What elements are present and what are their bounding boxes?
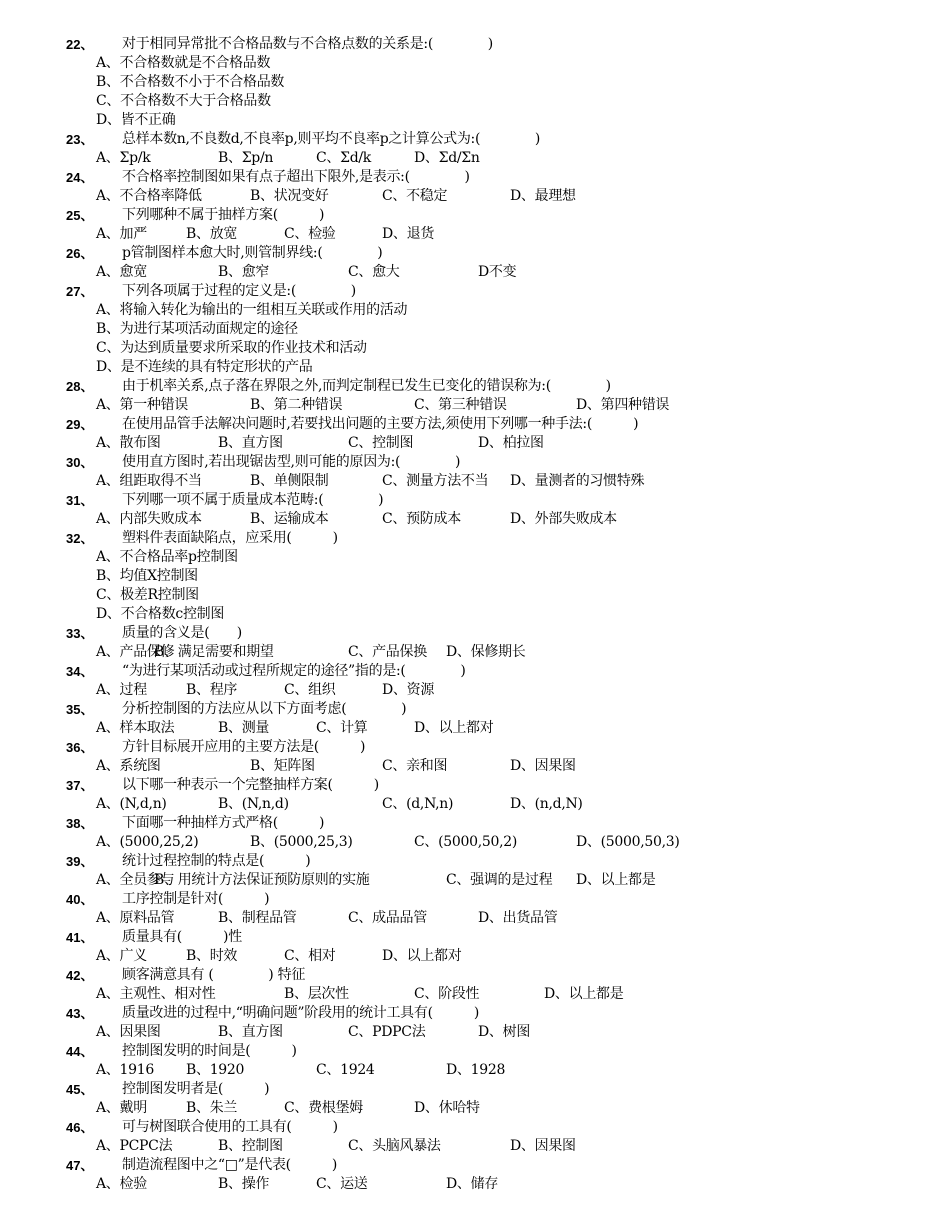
- question-line: [0, 776, 950, 795]
- options-line: [0, 719, 950, 738]
- answer-option: D、因果图: [510, 1138, 576, 1154]
- options-line: [0, 795, 950, 814]
- options-line: [0, 586, 950, 605]
- answer-option: B、(5000,25,3): [250, 834, 353, 850]
- answer-option: C、愈大: [348, 264, 400, 280]
- answer-option: A、不合格率降低: [96, 188, 202, 204]
- answer-option: C、头脑风暴法: [348, 1138, 441, 1154]
- answer-option: B、不合格数不小于不合格品数: [96, 74, 285, 90]
- answer-option: D、以上都是: [544, 986, 624, 1002]
- options-line: [0, 225, 950, 244]
- answer-option: C、预防成本: [382, 511, 461, 527]
- options-line: [0, 434, 950, 453]
- answer-option: D、树图: [478, 1024, 531, 1040]
- answer-option: D、以上都是: [576, 872, 656, 888]
- answer-option: C、亲和图: [382, 758, 448, 774]
- question-number: 26、: [66, 246, 94, 261]
- answer-option: B、愈窄: [218, 264, 270, 280]
- question-text: 方针目标展开应用的主要方法是( ): [122, 739, 366, 755]
- question-text: 塑料件表面缺陷点，应采用( ): [122, 530, 338, 546]
- answer-option: B、单侧限制: [250, 473, 329, 489]
- answer-option: C、Σd/k: [316, 150, 371, 166]
- answer-option: B、层次性: [284, 986, 349, 1002]
- answer-option: B、状况变好: [250, 188, 329, 204]
- options-line: [0, 111, 950, 130]
- answer-option: C、不合格数不大于合格品数: [96, 93, 271, 109]
- question-text: 在使用品管手法解决问题时,若要找出问题的主要方法,须使用下列哪一种手法:( ): [122, 416, 639, 432]
- question-line: [0, 890, 950, 909]
- question-text: 控制图发明者是( ): [122, 1081, 270, 1097]
- answer-option: A、主观性、相对性: [96, 986, 216, 1002]
- question-line: [0, 168, 950, 187]
- options-line: [0, 833, 950, 852]
- options-line: [0, 472, 950, 491]
- question-number: 39、: [66, 854, 94, 869]
- answer-option: D、Σd/Σn: [414, 150, 480, 166]
- answer-option: A、散布图: [96, 435, 161, 451]
- answer-option: A、原料品管: [96, 910, 175, 926]
- answer-option: D、外部失败成本: [510, 511, 617, 527]
- answer-option: A、样本取法: [96, 720, 175, 736]
- options-line: [0, 605, 950, 624]
- answer-option: B、朱兰: [186, 1100, 238, 1116]
- options-line: [0, 1175, 950, 1194]
- question-line: [0, 852, 950, 871]
- answer-option: C、(d,N,n): [382, 796, 454, 812]
- question-text: 质量改进的过程中,“明确问题”阶段用的统计工具有( ): [122, 1005, 479, 1021]
- options-line: [0, 301, 950, 320]
- question-line: [0, 35, 950, 54]
- answer-option: B、满足需要和期望: [154, 644, 274, 660]
- answer-option: B、为进行某项活动面规定的途径: [96, 321, 298, 337]
- answer-option: B、运输成本: [250, 511, 329, 527]
- question-line: [0, 244, 950, 263]
- question-line: [0, 1118, 950, 1137]
- options-line: [0, 1137, 950, 1156]
- answer-option: A、全员参与: [96, 872, 175, 888]
- question-text: 下列各项属于过程的定义是:( ): [122, 283, 356, 299]
- options-line: [0, 909, 950, 928]
- options-line: [0, 567, 950, 586]
- answer-option: D、最理想: [510, 188, 576, 204]
- question-line: [0, 453, 950, 472]
- answer-option: C、PDPC法: [348, 1024, 426, 1040]
- question-number: 35、: [66, 702, 94, 717]
- answer-option: A、戴明: [96, 1100, 147, 1116]
- answer-option: A、过程: [96, 682, 147, 698]
- question-line: [0, 624, 950, 643]
- answer-option: B、控制图: [218, 1138, 283, 1154]
- answer-option: C、计算: [316, 720, 368, 736]
- answer-option: A、不合格品率p控制图: [96, 549, 238, 565]
- question-text: 分析控制图的方法应从以下方面考虑( ): [122, 701, 407, 717]
- question-line: [0, 966, 950, 985]
- question-text: 工序控制是针对( ): [122, 891, 270, 907]
- answer-option: C、为达到质量要求所采取的作业技术和活动: [96, 340, 367, 356]
- question-line: [0, 1004, 950, 1023]
- answer-option: B、测量: [218, 720, 270, 736]
- answer-option: D、量测者的习惯特殊: [510, 473, 645, 489]
- answer-option: B、矩阵图: [250, 758, 315, 774]
- options-line: [0, 510, 950, 529]
- answer-option: C、运送: [316, 1176, 368, 1192]
- answer-option: B、1920: [186, 1062, 245, 1078]
- options-line: [0, 1023, 950, 1042]
- answer-option: B、(N,n,d): [218, 796, 289, 812]
- question-text: 可与树图联合使用的工具有( ): [122, 1119, 338, 1135]
- options-line: [0, 643, 950, 662]
- question-number: 37、: [66, 778, 94, 793]
- answer-option: B、放宽: [186, 226, 238, 242]
- answer-option: A、广义: [96, 948, 147, 964]
- answer-option: C、相对: [284, 948, 336, 964]
- answer-option: D、以上都对: [382, 948, 462, 964]
- question-number: 25、: [66, 208, 94, 223]
- question-line: [0, 814, 950, 833]
- answer-option: D、第四种错误: [576, 397, 670, 413]
- question-number: 33、: [66, 626, 94, 641]
- answer-option: B、第二种错误: [250, 397, 343, 413]
- options-line: [0, 54, 950, 73]
- question-text: 制造流程图中之“□”是代表( ): [122, 1157, 338, 1173]
- question-text: 不合格率控制图如果有点子超出下限外,是表示:( ): [122, 169, 470, 185]
- answer-option: C、测量方法不当: [382, 473, 489, 489]
- question-text: p管制图样本愈大时,则管制界线:( ): [122, 245, 383, 261]
- question-number: 27、: [66, 284, 94, 299]
- answer-option: D、(5000,50,3): [576, 834, 680, 850]
- answer-option: D、因果图: [510, 758, 576, 774]
- question-number: 47、: [66, 1158, 94, 1173]
- answer-option: C、成品品管: [348, 910, 427, 926]
- question-number: 31、: [66, 493, 94, 508]
- question-number: 28、: [66, 379, 94, 394]
- answer-option: B、操作: [218, 1176, 270, 1192]
- options-line: [0, 548, 950, 567]
- question-text: 总样本数n,不良数d,不良率p,则平均不良率p之计算公式为:( ): [122, 131, 541, 147]
- question-number: 34、: [66, 664, 94, 679]
- options-line: [0, 681, 950, 700]
- answer-option: A、Σp/k: [96, 150, 151, 166]
- options-line: [0, 263, 950, 282]
- question-line: [0, 1042, 950, 1061]
- answer-option: C、费根堡姆: [284, 1100, 363, 1116]
- answer-option: C、不稳定: [382, 188, 448, 204]
- question-line: [0, 415, 950, 434]
- answer-option: D、是不连续的具有特定形状的产品: [96, 359, 313, 375]
- question-line: [0, 529, 950, 548]
- question-number: 46、: [66, 1120, 94, 1135]
- answer-option: C、控制图: [348, 435, 414, 451]
- answer-option: D、储存: [446, 1176, 499, 1192]
- question-line: [0, 130, 950, 149]
- question-number: 32、: [66, 531, 94, 546]
- options-line: [0, 1061, 950, 1080]
- question-number: 23、: [66, 132, 94, 147]
- question-text: 统计过程控制的特点是( ): [122, 853, 311, 869]
- answer-option: A、系统图: [96, 758, 161, 774]
- question-number: 36、: [66, 740, 94, 755]
- answer-option: B、用统计方法保证预防原则的实施: [154, 872, 370, 888]
- answer-option: C、(5000,50,2): [414, 834, 517, 850]
- question-text: 下面哪一种抽样方式严格( ): [122, 815, 325, 831]
- options-line: [0, 947, 950, 966]
- question-text: 质量的含义是( ): [122, 625, 242, 641]
- options-line: [0, 396, 950, 415]
- answer-option: A、检验: [96, 1176, 147, 1192]
- answer-option: C、第三种错误: [414, 397, 507, 413]
- question-number: 45、: [66, 1082, 94, 1097]
- answer-option: C、产品保换: [348, 644, 427, 660]
- question-line: [0, 662, 950, 681]
- question-number: 44、: [66, 1044, 94, 1059]
- options-line: [0, 871, 950, 890]
- question-number: 42、: [66, 968, 94, 983]
- question-number: 43、: [66, 1006, 94, 1021]
- options-line: [0, 320, 950, 339]
- answer-option: B、直方图: [218, 435, 283, 451]
- answer-option: A、1916: [96, 1062, 154, 1078]
- options-line: [0, 985, 950, 1004]
- options-line: [0, 757, 950, 776]
- answer-option: A、因果图: [96, 1024, 161, 1040]
- answer-option: A、愈宽: [96, 264, 147, 280]
- answer-option: D、资源: [382, 682, 435, 698]
- options-line: [0, 149, 950, 168]
- question-text: 控制图发明的时间是( ): [122, 1043, 297, 1059]
- question-line: [0, 1156, 950, 1175]
- answer-option: A、不合格数就是不合格品数: [96, 55, 271, 71]
- answer-option: C、检验: [284, 226, 336, 242]
- answer-option: B、Σp/n: [218, 150, 274, 166]
- answer-option: A、将输入转化为输出的一组相互关联或作用的活动: [96, 302, 408, 318]
- answer-option: B、均值X控制图: [96, 568, 198, 584]
- question-number: 41、: [66, 930, 94, 945]
- options-line: [0, 73, 950, 92]
- question-line: [0, 206, 950, 225]
- answer-option: D、出货品管: [478, 910, 558, 926]
- answer-option: A、PCPC法: [96, 1138, 173, 1154]
- question-text: 下列哪种不属于抽样方案( ): [122, 207, 325, 223]
- answer-option: D、柏拉图: [478, 435, 544, 451]
- question-list: [0, 35, 950, 1194]
- answer-option: D、以上都对: [414, 720, 494, 736]
- answer-option: D、退货: [382, 226, 435, 242]
- answer-option: D、1928: [446, 1062, 506, 1078]
- answer-option: D、(n,d,N): [510, 796, 583, 812]
- question-text: 顾客满意具有 ( ) 特征: [122, 967, 306, 983]
- answer-option: A、加严: [96, 226, 147, 242]
- question-text: 以下哪一种表示一个完整抽样方案( ): [122, 777, 379, 793]
- question-line: [0, 491, 950, 510]
- answer-option: D、不合格数c控制图: [96, 606, 225, 622]
- answer-option: A、产品保修: [96, 644, 175, 660]
- options-line: [0, 339, 950, 358]
- question-text: 质量具有( )性: [122, 929, 242, 945]
- question-number: 22、: [66, 37, 94, 52]
- answer-option: B、程序: [186, 682, 238, 698]
- answer-option: A、(N,d,n): [96, 796, 167, 812]
- question-text: 使用直方图时,若出现锯齿型,则可能的原因为:( ): [122, 454, 461, 470]
- question-line: [0, 928, 950, 947]
- question-number: 38、: [66, 816, 94, 831]
- question-line: [0, 282, 950, 301]
- answer-option: D不变: [478, 264, 517, 280]
- options-line: [0, 187, 950, 206]
- answer-option: C、极差R控制图: [96, 587, 199, 603]
- question-line: [0, 700, 950, 719]
- answer-option: A、(5000,25,2): [96, 834, 199, 850]
- options-line: [0, 358, 950, 377]
- question-line: [0, 1080, 950, 1099]
- answer-option: B、制程品管: [218, 910, 297, 926]
- answer-option: C、阶段性: [414, 986, 480, 1002]
- question-line: [0, 738, 950, 757]
- question-text: 下列哪一项不属于质量成本范畴:( ): [122, 492, 384, 508]
- question-line: [0, 377, 950, 396]
- answer-option: C、强调的是过程: [446, 872, 553, 888]
- question-number: 29、: [66, 417, 94, 432]
- question-number: 40、: [66, 892, 94, 907]
- question-text: 对于相同异常批不合格品数与不合格点数的关系是:( ): [122, 36, 493, 52]
- answer-option: A、内部失败成本: [96, 511, 202, 527]
- question-text: 由于机率关系,点子落在界限之外,而判定制程已发生已变化的错误称为:( ): [122, 378, 611, 394]
- question-number: 30、: [66, 455, 94, 470]
- question-text: “为进行某项活动或过程所规定的途径”指的是:( ): [122, 663, 466, 679]
- answer-option: B、直方图: [218, 1024, 283, 1040]
- answer-option: D、休哈特: [414, 1100, 480, 1116]
- answer-option: B、时效: [186, 948, 238, 964]
- options-line: [0, 1099, 950, 1118]
- answer-option: C、组织: [284, 682, 336, 698]
- answer-option: C、1924: [316, 1062, 375, 1078]
- answer-option: A、组距取得不当: [96, 473, 202, 489]
- question-number: 24、: [66, 170, 94, 185]
- answer-option: A、第一种错误: [96, 397, 189, 413]
- answer-option: D、皆不正确: [96, 112, 176, 128]
- options-line: [0, 92, 950, 111]
- answer-option: D、保修期长: [446, 644, 526, 660]
